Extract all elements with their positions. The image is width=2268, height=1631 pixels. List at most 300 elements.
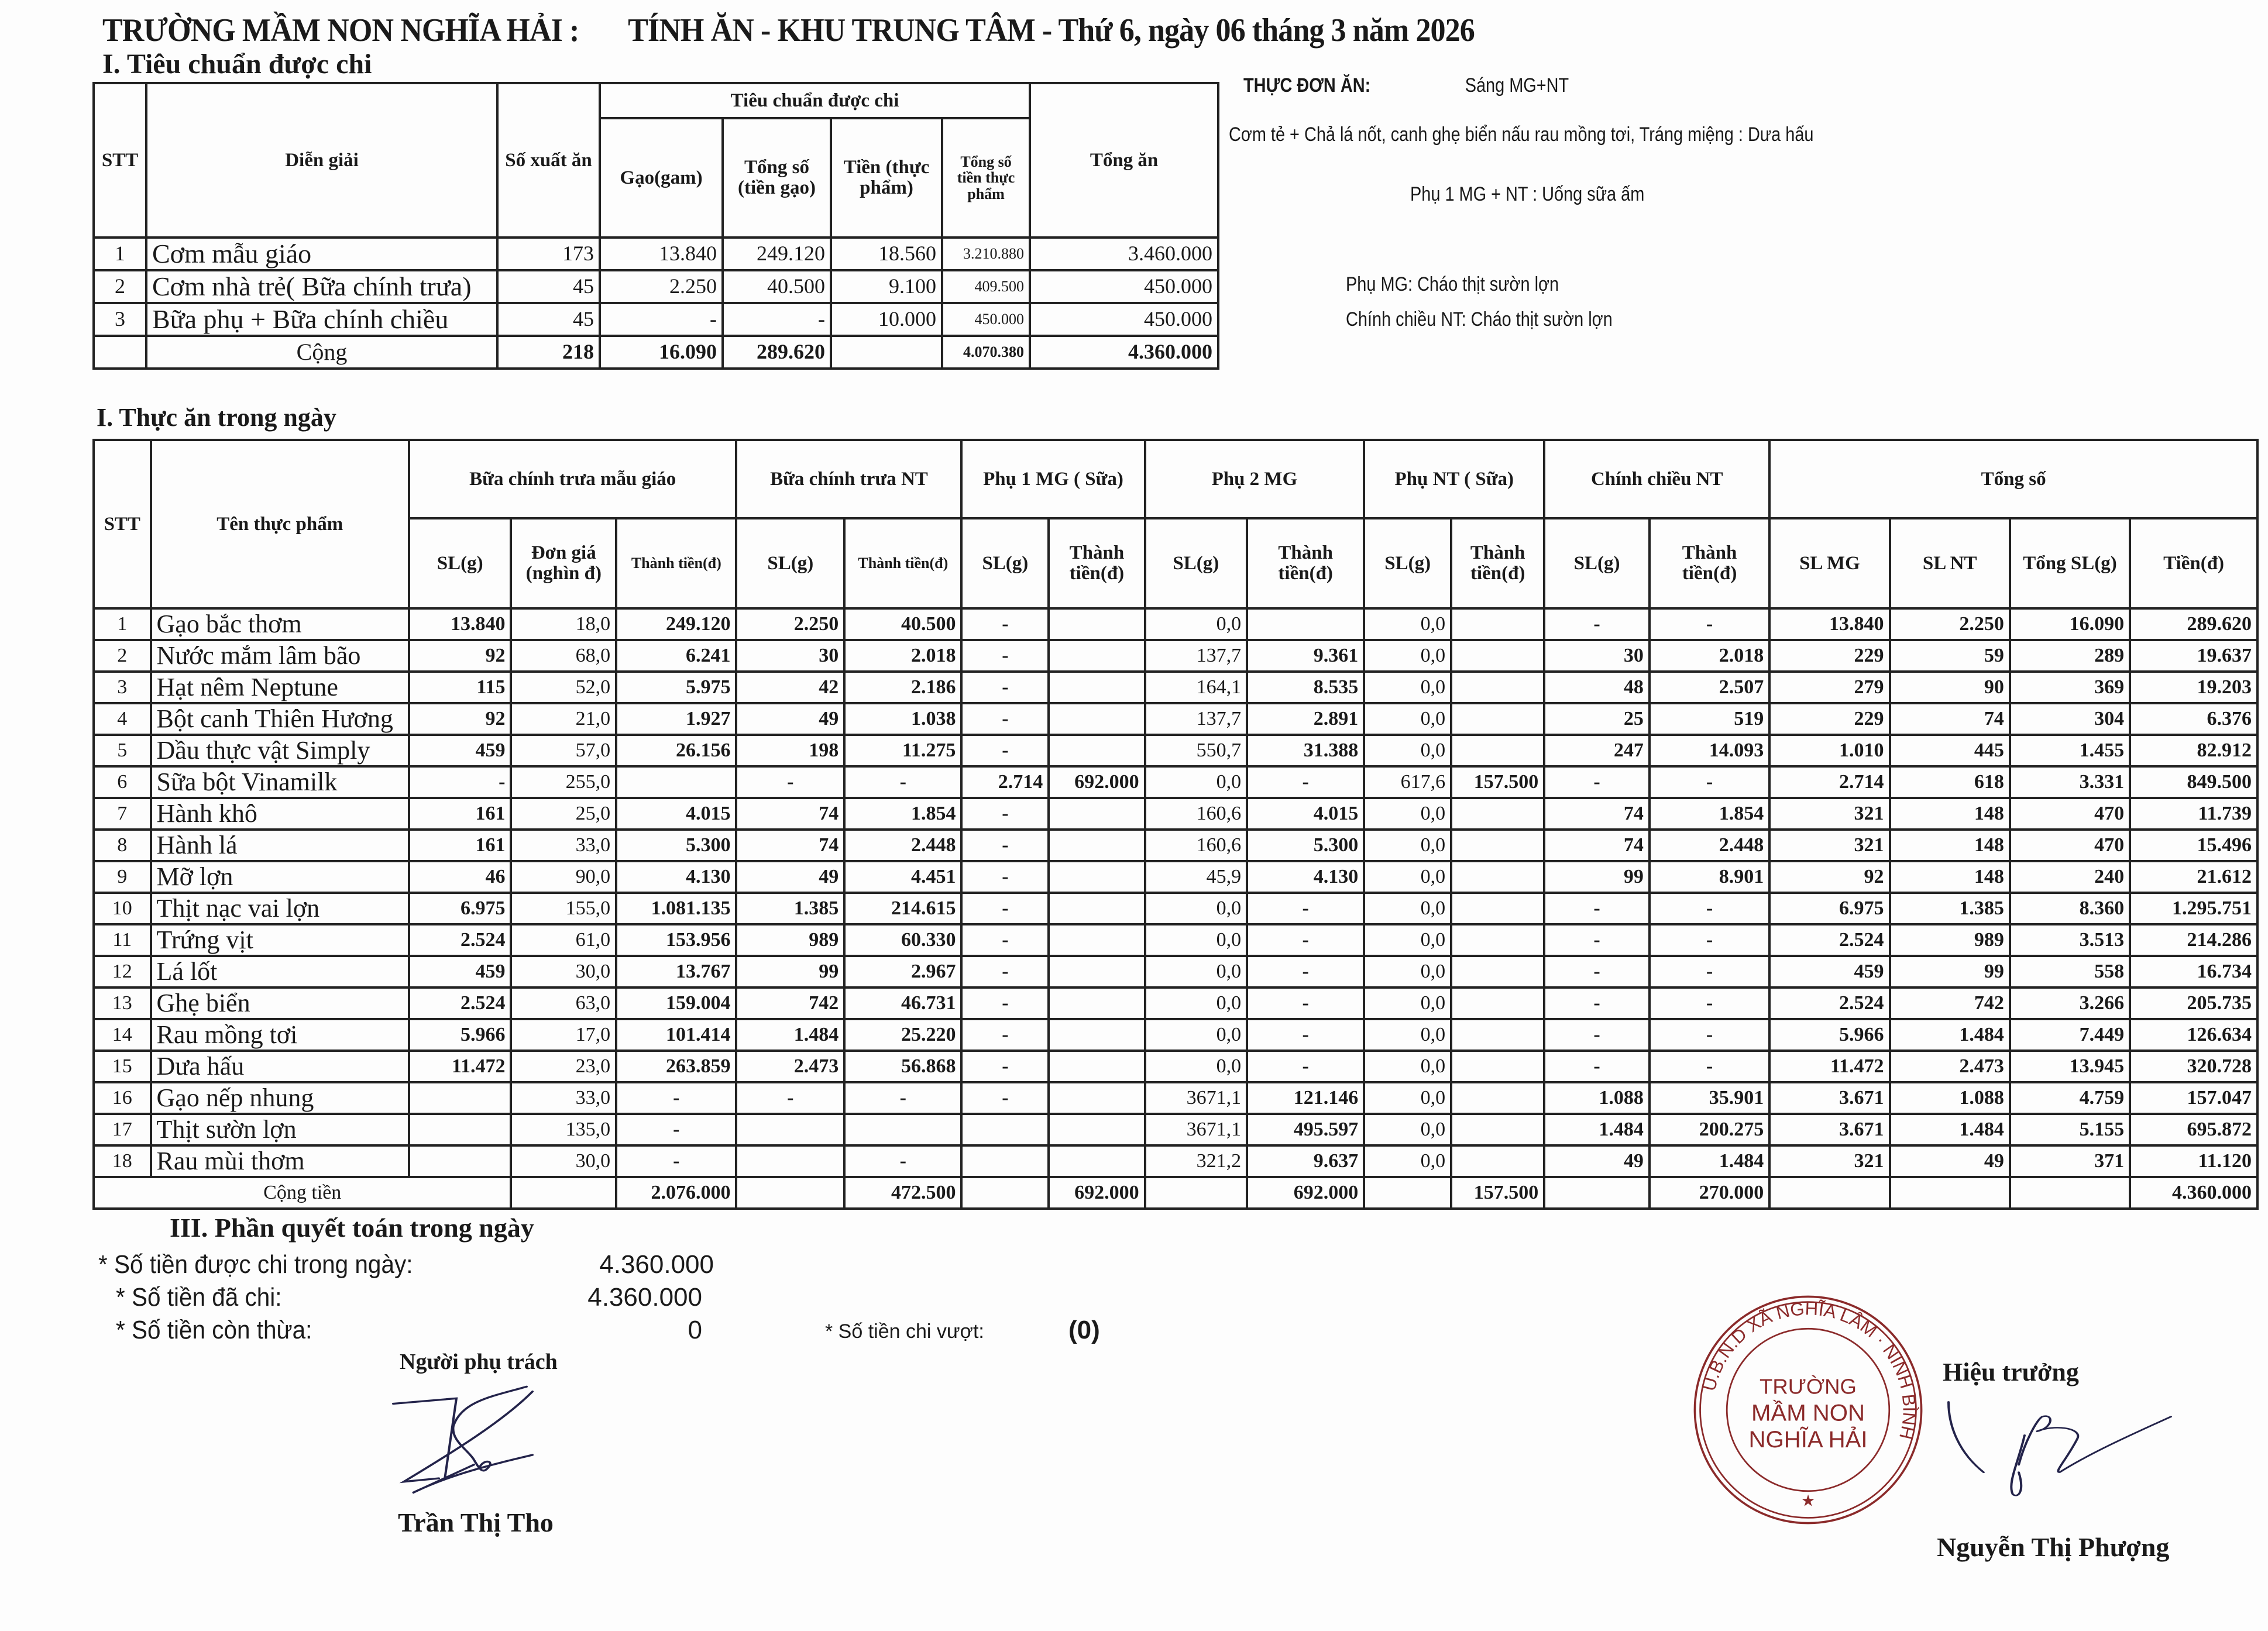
cell-p2-tt: 8.535 bbox=[1247, 672, 1364, 703]
cell-t-tien: 82.912 bbox=[2130, 735, 2257, 766]
cell-t-mg: 3.671 bbox=[1769, 1114, 1889, 1145]
row-food-name: Hạt nêm Neptune bbox=[151, 672, 409, 703]
cell-nt-sl: - bbox=[736, 766, 844, 798]
cell-mg-sl: 2.524 bbox=[409, 924, 511, 956]
cell-gao: 13.840 bbox=[600, 238, 723, 270]
cell-t-mg: 3.671 bbox=[1769, 1082, 1889, 1114]
col-group-phu2-mg: Phụ 2 MG bbox=[1145, 440, 1365, 518]
report-title: TÍNH ĂN - KHU TRUNG TÂM - Thứ 6, ngày 06 tháng 3 năm 2026 bbox=[628, 12, 1475, 49]
cell-nt-sl bbox=[736, 1145, 844, 1177]
table-row bbox=[94, 303, 1218, 336]
cell-t-sl: 289 bbox=[2010, 640, 2130, 672]
cell-pnt-sl: 0,0 bbox=[1364, 798, 1451, 830]
row-stt: 14 bbox=[94, 1019, 151, 1051]
cell-gao: - bbox=[600, 303, 723, 336]
col-sl-mg: SL MG bbox=[1769, 518, 1889, 608]
cell-mg-tt: - bbox=[616, 1145, 736, 1177]
cell-p2-sl: 137,7 bbox=[1145, 703, 1248, 735]
row-name: Cơm nhà trẻ( Bữa chính trưa) bbox=[146, 270, 497, 303]
cell-p1-tt bbox=[1049, 1145, 1145, 1177]
svg-text:NGHĨA HẢI: NGHĨA HẢI bbox=[1748, 1426, 1868, 1453]
cell-nt-tt: 4.451 bbox=[844, 861, 961, 893]
cell-p2-tt: 121.146 bbox=[1247, 1082, 1364, 1114]
cell-p1-sl: - bbox=[961, 956, 1049, 987]
cell-nt-tt: 1.038 bbox=[844, 703, 961, 735]
row-food-name: Thịt nạc vai lợn bbox=[151, 893, 409, 924]
cell-t-nt: 148 bbox=[1890, 861, 2010, 893]
cell-empty bbox=[1364, 1177, 1451, 1209]
menu-label-row bbox=[1243, 75, 1569, 97]
cell-mg-tt: 5.300 bbox=[616, 830, 736, 861]
cell-nt-sl: 74 bbox=[736, 798, 844, 830]
cell-p2-tt: 9.637 bbox=[1247, 1145, 1364, 1177]
cell-t-nt: 2.250 bbox=[1890, 608, 2010, 640]
col-p2-thanh-tien: Thành tiền(đ) bbox=[1247, 518, 1364, 608]
cell-t-mg: 2.524 bbox=[1769, 987, 1889, 1019]
cell-pnt-sl: 0,0 bbox=[1364, 703, 1451, 735]
cell-cc-tt: 2.018 bbox=[1650, 640, 1769, 672]
cell-p1-sl: - bbox=[961, 861, 1049, 893]
cell-mg-sl: 5.966 bbox=[409, 1019, 511, 1051]
cell-mg-sl: 92 bbox=[409, 640, 511, 672]
cell-t-mg: 11.472 bbox=[1769, 1051, 1889, 1082]
cell-cc-sl: - bbox=[1544, 893, 1650, 924]
row-food-name: Hành khô bbox=[151, 798, 409, 830]
row-food-name: Gạo bắc thơm bbox=[151, 608, 409, 640]
cell-cc-sl: 49 bbox=[1544, 1145, 1650, 1177]
cell-don-gia: 61,0 bbox=[511, 924, 616, 956]
cell-pnt-sl: 0,0 bbox=[1364, 1145, 1451, 1177]
cell-pnt-tt bbox=[1451, 893, 1544, 924]
cell-p2-tt: 2.891 bbox=[1247, 703, 1364, 735]
cell-nt-tt: 56.868 bbox=[844, 1051, 961, 1082]
cell-t-nt: 1.484 bbox=[1890, 1114, 2010, 1145]
cell-empty bbox=[961, 1177, 1049, 1209]
cell-p2-sl: 0,0 bbox=[1145, 924, 1248, 956]
cell-nt-sl: 989 bbox=[736, 924, 844, 956]
cell-don-gia: 155,0 bbox=[511, 893, 616, 924]
total-cc-tt: 270.000 bbox=[1650, 1177, 1769, 1209]
cell-tien-tp: 18.560 bbox=[831, 238, 942, 270]
total-label: Cộng tiền bbox=[94, 1177, 511, 1209]
cell-don-gia: 25,0 bbox=[511, 798, 616, 830]
col-group-tieu-chuan: Tiêu chuẩn được chi bbox=[600, 83, 1030, 118]
cell-gao: 2.250 bbox=[600, 270, 723, 303]
col-p2-sl: SL(g) bbox=[1145, 518, 1248, 608]
total-row bbox=[94, 1177, 2257, 1209]
cell-p1-sl: - bbox=[961, 672, 1049, 703]
table-row bbox=[94, 766, 2257, 798]
cell-nt-sl: 99 bbox=[736, 956, 844, 987]
cell-p1-tt bbox=[1049, 987, 1145, 1019]
cell-t-nt: 148 bbox=[1890, 798, 2010, 830]
cell-pnt-sl: 0,0 bbox=[1364, 735, 1451, 766]
row-stt: 1 bbox=[94, 608, 151, 640]
cell-don-gia: 30,0 bbox=[511, 1145, 616, 1177]
cell-tien-gao: 40.500 bbox=[723, 270, 831, 303]
da-chi-label: * Số tiền đã chi: bbox=[116, 1283, 282, 1312]
cell-t-sl: 371 bbox=[2010, 1145, 2130, 1177]
menu-phu-mg: Phụ MG: Cháo thịt sườn lợn bbox=[1346, 273, 1559, 295]
col-group-phu-nt: Phụ NT ( Sữa) bbox=[1364, 440, 1544, 518]
cell-t-mg: 1.010 bbox=[1769, 735, 1889, 766]
standard-allowance-table bbox=[92, 82, 1219, 370]
cell-p2-sl: 164,1 bbox=[1145, 672, 1248, 703]
cell-t-mg: 279 bbox=[1769, 672, 1889, 703]
table-row bbox=[94, 270, 1218, 303]
cell-t-mg: 229 bbox=[1769, 640, 1889, 672]
row-food-name: Dầu thực vật Simply bbox=[151, 735, 409, 766]
table-row bbox=[94, 893, 2257, 924]
cell-p1-tt bbox=[1049, 672, 1145, 703]
cell-t-mg: 229 bbox=[1769, 703, 1889, 735]
cell-tong-an: 450.000 bbox=[1030, 270, 1218, 303]
duoc-chi-value: 4.360.000 bbox=[599, 1250, 714, 1279]
cell-mg-sl bbox=[409, 1114, 511, 1145]
cell-so-xuat: 45 bbox=[497, 270, 600, 303]
cell-nt-sl bbox=[736, 1114, 844, 1145]
cell-cc-tt: 35.901 bbox=[1650, 1082, 1769, 1114]
col-gao: Gạo(gam) bbox=[600, 118, 723, 238]
row-food-name: Rau mồng tơi bbox=[151, 1019, 409, 1051]
cell-pnt-tt bbox=[1451, 1082, 1544, 1114]
cell-p1-tt bbox=[1049, 956, 1145, 987]
cell-pnt-tt bbox=[1451, 1145, 1544, 1177]
cell-mg-sl: 46 bbox=[409, 861, 511, 893]
row-food-name: Sữa bột Vinamilk bbox=[151, 766, 409, 798]
cell-nt-sl: 2.473 bbox=[736, 1051, 844, 1082]
col-stt: STT bbox=[94, 83, 146, 238]
cell-p1-sl: - bbox=[961, 798, 1049, 830]
col-mg-sl: SL(g) bbox=[409, 518, 511, 608]
cell-nt-tt: - bbox=[844, 1082, 961, 1114]
cell-p2-tt: - bbox=[1247, 1051, 1364, 1082]
row-food-name: Hành lá bbox=[151, 830, 409, 861]
cell-p1-sl: - bbox=[961, 735, 1049, 766]
cell-p1-tt bbox=[1049, 703, 1145, 735]
cell-don-gia: 135,0 bbox=[511, 1114, 616, 1145]
cell-cc-tt: 1.484 bbox=[1650, 1145, 1769, 1177]
menu-phu1: Phụ 1 MG + NT : Uống sữa ấm bbox=[1410, 183, 1645, 205]
cell-p1-tt: 692.000 bbox=[1049, 766, 1145, 798]
cell-don-gia: 52,0 bbox=[511, 672, 616, 703]
cell-p1-sl: - bbox=[961, 924, 1049, 956]
cell-mg-tt: - bbox=[616, 1114, 736, 1145]
row-food-name: Dưa hấu bbox=[151, 1051, 409, 1082]
row-stt: 8 bbox=[94, 830, 151, 861]
total-tong-tp: 4.070.380 bbox=[942, 336, 1030, 369]
settlement-section bbox=[0, 1214, 1287, 1355]
con-thua-value: 0 bbox=[688, 1316, 702, 1344]
row-food-name: Thịt sườn lợn bbox=[151, 1114, 409, 1145]
cell-t-tien: 19.203 bbox=[2130, 672, 2257, 703]
cell-nt-sl: 30 bbox=[736, 640, 844, 672]
cell-p1-tt bbox=[1049, 1019, 1145, 1051]
col-p1-sl: SL(g) bbox=[961, 518, 1049, 608]
cell-nt-tt: 2.967 bbox=[844, 956, 961, 987]
cell-p1-sl: 2.714 bbox=[961, 766, 1049, 798]
col-cc-sl: SL(g) bbox=[1544, 518, 1650, 608]
row-stt: 18 bbox=[94, 1145, 151, 1177]
cell-mg-sl: 92 bbox=[409, 703, 511, 735]
cell-mg-sl: 11.472 bbox=[409, 1051, 511, 1082]
cell-p2-sl: 45,9 bbox=[1145, 861, 1248, 893]
cell-pnt-sl: 0,0 bbox=[1364, 956, 1451, 987]
cell-t-sl: 369 bbox=[2010, 672, 2130, 703]
col-p1-thanh-tien: Thành tiền(đ) bbox=[1049, 518, 1145, 608]
row-stt bbox=[94, 336, 146, 369]
cell-nt-sl: 74 bbox=[736, 830, 844, 861]
total-row bbox=[94, 336, 1218, 369]
cell-nt-tt: - bbox=[844, 766, 961, 798]
cell-p1-tt bbox=[1049, 830, 1145, 861]
cell-t-nt: 74 bbox=[1890, 703, 2010, 735]
row-food-name: Trứng vịt bbox=[151, 924, 409, 956]
cell-mg-sl bbox=[409, 1082, 511, 1114]
cell-p1-tt bbox=[1049, 798, 1145, 830]
cell-t-nt: 618 bbox=[1890, 766, 2010, 798]
cell-mg-sl: 161 bbox=[409, 798, 511, 830]
cell-cc-tt: - bbox=[1650, 987, 1769, 1019]
cell-cc-sl: - bbox=[1544, 1019, 1650, 1051]
cell-mg-sl: 161 bbox=[409, 830, 511, 861]
cell-t-sl: 3.331 bbox=[2010, 766, 2130, 798]
cell-p1-tt bbox=[1049, 1082, 1145, 1114]
cell-p2-tt: - bbox=[1247, 893, 1364, 924]
menu-label: THỰC ĐƠN ĂN: bbox=[1243, 74, 1371, 97]
cell-cc-tt: - bbox=[1650, 924, 1769, 956]
cell-cc-tt: 1.854 bbox=[1650, 798, 1769, 830]
cell-empty bbox=[2010, 1177, 2130, 1209]
cell-mg-tt: 6.241 bbox=[616, 640, 736, 672]
cell-p2-sl: 0,0 bbox=[1145, 893, 1248, 924]
cell-nt-tt: 46.731 bbox=[844, 987, 961, 1019]
cell-tong-an: 450.000 bbox=[1030, 303, 1218, 336]
table-row bbox=[94, 1145, 2257, 1177]
cell-empty bbox=[736, 1177, 844, 1209]
cell-p2-sl: 550,7 bbox=[1145, 735, 1248, 766]
cell-pnt-tt bbox=[1451, 798, 1544, 830]
row-stt: 13 bbox=[94, 987, 151, 1019]
cell-p1-sl: - bbox=[961, 1019, 1049, 1051]
cell-t-tien: 320.728 bbox=[2130, 1051, 2257, 1082]
cell-pnt-tt bbox=[1451, 830, 1544, 861]
cell-t-sl: 4.759 bbox=[2010, 1082, 2130, 1114]
cell-pnt-sl: 0,0 bbox=[1364, 1051, 1451, 1082]
svg-text:MẦM NON: MẦM NON bbox=[1751, 1399, 1865, 1426]
cell-t-tien: 11.120 bbox=[2130, 1145, 2257, 1177]
cell-p1-tt bbox=[1049, 1051, 1145, 1082]
cell-cc-sl: - bbox=[1544, 924, 1650, 956]
cell-p2-tt: 495.597 bbox=[1247, 1114, 1364, 1145]
cell-t-mg: 13.840 bbox=[1769, 608, 1889, 640]
cell-don-gia: 68,0 bbox=[511, 640, 616, 672]
cell-t-sl: 1.455 bbox=[2010, 735, 2130, 766]
cell-t-nt: 99 bbox=[1890, 956, 2010, 987]
cell-pnt-tt bbox=[1451, 672, 1544, 703]
cell-p1-tt bbox=[1049, 893, 1145, 924]
cell-t-mg: 2.714 bbox=[1769, 766, 1889, 798]
total-so-xuat: 218 bbox=[497, 336, 600, 369]
cell-pnt-tt bbox=[1451, 608, 1544, 640]
menu-chinh-chieu: Chính chiều NT: Cháo thịt sườn lợn bbox=[1346, 308, 1613, 331]
cell-don-gia: 90,0 bbox=[511, 861, 616, 893]
row-stt: 9 bbox=[94, 861, 151, 893]
cell-empty bbox=[1769, 1177, 1889, 1209]
cell-cc-tt: - bbox=[1650, 1019, 1769, 1051]
table-row bbox=[94, 1019, 2257, 1051]
cell-p2-sl: 0,0 bbox=[1145, 956, 1248, 987]
cell-t-sl: 8.360 bbox=[2010, 893, 2130, 924]
cell-t-sl: 16.090 bbox=[2010, 608, 2130, 640]
cell-pnt-sl: 0,0 bbox=[1364, 893, 1451, 924]
cell-p1-sl: - bbox=[961, 987, 1049, 1019]
cell-pnt-sl: 0,0 bbox=[1364, 608, 1451, 640]
row-stt: 17 bbox=[94, 1114, 151, 1145]
cell-pnt-sl: 0,0 bbox=[1364, 640, 1451, 672]
col-so-xuat-an: Số xuất ăn bbox=[497, 83, 600, 238]
cell-p2-tt bbox=[1247, 608, 1364, 640]
cell-t-tien: 157.047 bbox=[2130, 1082, 2257, 1114]
total-t-tien: 4.360.000 bbox=[2130, 1177, 2257, 1209]
cell-p1-tt bbox=[1049, 608, 1145, 640]
cell-cc-tt: 2.448 bbox=[1650, 830, 1769, 861]
col-group-tong-so: Tổng số bbox=[1769, 440, 2257, 518]
school-name: TRƯỜNG MẦM NON NGHĨA HẢI : bbox=[102, 12, 579, 49]
right-signer-role: Hiệu trưởng bbox=[1943, 1358, 2079, 1386]
cell-mg-tt: 13.767 bbox=[616, 956, 736, 987]
table-row bbox=[94, 608, 2257, 640]
cell-t-sl: 13.945 bbox=[2010, 1051, 2130, 1082]
cell-t-mg: 321 bbox=[1769, 830, 1889, 861]
cell-pnt-sl: 0,0 bbox=[1364, 1114, 1451, 1145]
cell-p1-sl: - bbox=[961, 893, 1049, 924]
cell-mg-tt: 1.927 bbox=[616, 703, 736, 735]
cell-p2-tt: - bbox=[1247, 924, 1364, 956]
cell-p2-sl: 0,0 bbox=[1145, 1051, 1248, 1082]
cell-cc-tt: 2.507 bbox=[1650, 672, 1769, 703]
col-tong-so-tien-gao: Tổng số (tiền gạo) bbox=[723, 118, 831, 238]
da-chi-value: 4.360.000 bbox=[587, 1283, 702, 1312]
table-row bbox=[94, 956, 2257, 987]
cell-nt-sl: - bbox=[736, 1082, 844, 1114]
row-stt: 4 bbox=[94, 703, 151, 735]
official-stamp bbox=[1685, 1287, 1931, 1533]
row-stt: 16 bbox=[94, 1082, 151, 1114]
cell-pnt-sl: 0,0 bbox=[1364, 987, 1451, 1019]
svg-text:TRƯỜNG: TRƯỜNG bbox=[1760, 1374, 1857, 1399]
col-cc-thanh-tien: Thành tiền(đ) bbox=[1650, 518, 1769, 608]
cell-t-tien: 1.295.751 bbox=[2130, 893, 2257, 924]
cell-p2-tt: 9.361 bbox=[1247, 640, 1364, 672]
cell-nt-tt: 2.448 bbox=[844, 830, 961, 861]
cell-cc-tt: 200.275 bbox=[1650, 1114, 1769, 1145]
svg-text:U.B.N.D XÃ NGHĨA LÂM · NI: U.B.N.D XÃ NGHĨA LÂM · NINH BÌNH bbox=[1698, 1298, 1920, 1441]
cell-mg-tt: 263.859 bbox=[616, 1051, 736, 1082]
cell-cc-tt: 8.901 bbox=[1650, 861, 1769, 893]
total-tong-an: 4.360.000 bbox=[1030, 336, 1218, 369]
cell-nt-sl: 42 bbox=[736, 672, 844, 703]
cell-mg-sl: 13.840 bbox=[409, 608, 511, 640]
table-row bbox=[94, 703, 2257, 735]
cell-t-nt: 148 bbox=[1890, 830, 2010, 861]
cell-mg-tt: 249.120 bbox=[616, 608, 736, 640]
cell-t-nt: 59 bbox=[1890, 640, 2010, 672]
cell-mg-tt: 101.414 bbox=[616, 1019, 736, 1051]
cell-t-nt: 1.385 bbox=[1890, 893, 2010, 924]
total-nt-tt: 472.500 bbox=[844, 1177, 961, 1209]
cell-pnt-tt bbox=[1451, 640, 1544, 672]
cell-mg-tt: 1.081.135 bbox=[616, 893, 736, 924]
table-row bbox=[94, 798, 2257, 830]
cell-tien-gao: 249.120 bbox=[723, 238, 831, 270]
col-group-phu1-mg: Phụ 1 MG ( Sữa) bbox=[961, 440, 1145, 518]
row-stt: 3 bbox=[94, 303, 146, 336]
cell-t-nt: 742 bbox=[1890, 987, 2010, 1019]
cell-p2-sl: 137,7 bbox=[1145, 640, 1248, 672]
cell-cc-tt: - bbox=[1650, 1051, 1769, 1082]
cell-p2-sl: 0,0 bbox=[1145, 766, 1248, 798]
cell-tong-tp: 409.500 bbox=[942, 270, 1030, 303]
table-row bbox=[94, 1082, 2257, 1114]
left-signer-name: Trần Thị Tho bbox=[398, 1508, 554, 1537]
cell-cc-tt: - bbox=[1650, 893, 1769, 924]
table-row bbox=[94, 1114, 2257, 1145]
col-nt-sl: SL(g) bbox=[736, 518, 844, 608]
col-ten-thuc-pham: Tên thực phẩm bbox=[151, 440, 409, 608]
cell-t-tien: 6.376 bbox=[2130, 703, 2257, 735]
cell-pnt-sl: 617,6 bbox=[1364, 766, 1451, 798]
cell-nt-sl: 742 bbox=[736, 987, 844, 1019]
cell-pnt-tt bbox=[1451, 987, 1544, 1019]
cell-mg-sl: 2.524 bbox=[409, 987, 511, 1019]
cell-mg-tt: 5.975 bbox=[616, 672, 736, 703]
cell-mg-tt: 159.004 bbox=[616, 987, 736, 1019]
cell-t-nt: 1.484 bbox=[1890, 1019, 2010, 1051]
cell-t-sl: 304 bbox=[2010, 703, 2130, 735]
col-group-nha-tre: Bữa chính trưa NT bbox=[736, 440, 961, 518]
cell-cc-sl: 30 bbox=[1544, 640, 1650, 672]
total-label: Cộng bbox=[146, 336, 497, 369]
cell-p1-sl: - bbox=[961, 1051, 1049, 1082]
cell-t-sl: 470 bbox=[2010, 798, 2130, 830]
cell-don-gia: 57,0 bbox=[511, 735, 616, 766]
col-don-gia: Đơn giá (nghìn đ) bbox=[511, 518, 616, 608]
cell-t-tien: 849.500 bbox=[2130, 766, 2257, 798]
col-nt-thanh-tien: Thành tiền(đ) bbox=[844, 518, 961, 608]
cell-pnt-tt bbox=[1451, 956, 1544, 987]
cell-t-mg: 92 bbox=[1769, 861, 1889, 893]
cell-tien-gao: - bbox=[723, 303, 831, 336]
cell-don-gia: 21,0 bbox=[511, 703, 616, 735]
cell-p2-sl: 0,0 bbox=[1145, 608, 1248, 640]
cell-nt-tt: 214.615 bbox=[844, 893, 961, 924]
cell-don-gia: 23,0 bbox=[511, 1051, 616, 1082]
table-row bbox=[94, 640, 2257, 672]
cell-cc-sl: - bbox=[1544, 1051, 1650, 1082]
cell-p2-tt: - bbox=[1247, 766, 1364, 798]
cell-t-tien: 19.637 bbox=[2130, 640, 2257, 672]
cell-so-xuat: 45 bbox=[497, 303, 600, 336]
row-name: Bữa phụ + Bữa chính chiều bbox=[146, 303, 497, 336]
daily-food-table bbox=[92, 439, 2259, 1210]
right-signer-name: Nguyễn Thị Phượng bbox=[1937, 1532, 2170, 1562]
cell-cc-sl: 48 bbox=[1544, 672, 1650, 703]
row-stt: 1 bbox=[94, 238, 146, 270]
cell-so-xuat: 173 bbox=[497, 238, 600, 270]
cell-p2-tt: - bbox=[1247, 1019, 1364, 1051]
cell-t-sl: 240 bbox=[2010, 861, 2130, 893]
